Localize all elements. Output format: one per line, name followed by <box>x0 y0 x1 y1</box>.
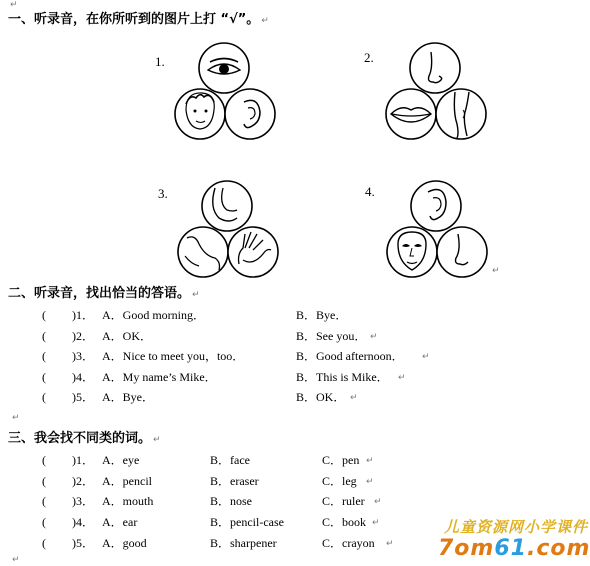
option-b: B．OK． <box>296 390 346 404</box>
option-c: C．leg <box>322 474 357 488</box>
face-icon <box>387 227 437 277</box>
picture-number-3: 3. <box>158 186 168 201</box>
option-b: B．Bye． <box>296 308 348 322</box>
option-a: A．My name’s Mike． <box>102 370 217 384</box>
option-b: B．See you． <box>296 329 367 343</box>
section-2-heading <box>8 286 200 302</box>
question-number: )2． <box>72 474 94 488</box>
watermark-logo-part-2: 61 <box>494 536 527 561</box>
paragraph-mark: ↵ <box>370 332 378 342</box>
section-2-title: 二、听录音，找出恰当的答语。 <box>8 286 191 301</box>
option-a: A．good <box>102 536 147 550</box>
section-3-heading <box>8 431 161 447</box>
option-c: C．book <box>322 515 367 529</box>
eye-icon <box>199 43 249 93</box>
ear-icon <box>225 89 275 139</box>
option-b: B．pencil-case <box>210 515 284 529</box>
option-b: B．eraser <box>210 474 259 488</box>
question-number: )3． <box>72 494 94 508</box>
option-a: A．ear <box>102 515 138 529</box>
paragraph-mark: ↵ <box>366 456 374 466</box>
option-a: A．Bye． <box>102 390 154 404</box>
ear-icon <box>411 181 461 231</box>
question-row <box>0 453 554 468</box>
question-number: )5． <box>72 390 94 404</box>
section-1-title: 一、听录音，在你所听到的图片上打 “√”。 <box>8 12 260 27</box>
paragraph-mark: ↵ <box>398 373 406 383</box>
paragraph-mark: ↵ <box>12 555 20 565</box>
question-number: )3． <box>72 349 94 363</box>
paragraph-mark: ↵ <box>153 435 161 445</box>
watermark-logo-part-3: .com <box>526 536 590 561</box>
option-b: B．sharpener <box>210 536 277 550</box>
site-watermark <box>438 516 590 566</box>
leg-icon <box>436 89 486 139</box>
paragraph-mark: ↵ <box>372 518 380 528</box>
picture-group-2[interactable] <box>383 40 488 143</box>
hand-icon <box>228 227 278 277</box>
option-b: B．Good afternoon． <box>296 349 404 363</box>
picture-group-1[interactable] <box>172 40 277 143</box>
picture-number-4: 4. <box>365 184 375 199</box>
section-3-title: 三、我会找不同类的词。 <box>8 431 152 446</box>
option-c: C．pen <box>322 453 360 467</box>
option-a: A．eye <box>102 453 140 467</box>
answer-paren[interactable]: ( <box>42 515 46 529</box>
question-row <box>0 474 554 489</box>
paragraph-mark: ↵ <box>261 16 269 26</box>
answer-paren[interactable]: ( <box>42 453 46 467</box>
paragraph-mark: ↵ <box>192 290 200 300</box>
mouth-icon <box>386 89 436 139</box>
section-1-heading <box>8 12 269 28</box>
watermark-logo-part-1: 7om <box>438 536 495 561</box>
answer-paren[interactable]: ( <box>42 494 46 508</box>
answer-paren[interactable]: ( <box>42 308 46 322</box>
question-number: )4． <box>72 515 94 529</box>
question-row <box>0 390 554 405</box>
option-b: B．nose <box>210 494 253 508</box>
option-c: C．ruler <box>322 494 365 508</box>
boy-face-icon <box>175 89 225 139</box>
question-number: )1． <box>72 453 94 467</box>
option-a: A．Good morning． <box>102 308 205 322</box>
question-row <box>0 370 554 385</box>
paragraph-mark: ↵ <box>12 413 20 423</box>
question-row <box>0 308 554 323</box>
question-row <box>0 329 554 344</box>
option-a: A．OK． <box>102 329 152 343</box>
option-c: C．crayon <box>322 536 375 550</box>
paragraph-mark: ↵ <box>492 266 500 276</box>
answer-paren[interactable]: ( <box>42 536 46 550</box>
answer-paren[interactable]: ( <box>42 390 46 404</box>
option-a: A．mouth <box>102 494 154 508</box>
arm-icon <box>202 181 252 231</box>
option-b: B．This is Mike． <box>296 370 389 384</box>
picture-group-3[interactable] <box>175 178 280 281</box>
paragraph-mark: ↵ <box>422 352 430 362</box>
answer-paren[interactable]: ( <box>42 474 46 488</box>
question-number: )5． <box>72 536 94 550</box>
paragraph-mark: ↵ <box>374 497 382 507</box>
option-a: A．pencil <box>102 474 152 488</box>
paragraph-mark: ↵ <box>386 539 394 549</box>
body-icon <box>178 227 228 277</box>
answer-paren[interactable]: ( <box>42 329 46 343</box>
answer-paren[interactable]: ( <box>42 370 46 384</box>
question-number: )1． <box>72 308 94 322</box>
answer-paren[interactable]: ( <box>42 349 46 363</box>
question-row <box>0 349 554 364</box>
nose-icon <box>437 227 487 277</box>
option-b: B．face <box>210 453 250 467</box>
nose-icon <box>410 43 460 93</box>
question-number: )4． <box>72 370 94 384</box>
paragraph-mark: ↵ <box>10 0 18 10</box>
option-a: A．Nice to meet you，too． <box>102 349 245 363</box>
picture-number-2: 2. <box>364 50 374 65</box>
picture-group-4[interactable] <box>384 178 489 281</box>
picture-number-1: 1. <box>155 54 165 69</box>
question-row <box>0 494 554 509</box>
paragraph-mark: ↵ <box>350 393 358 403</box>
watermark-top-text: 儿童资源网小学课件 <box>444 518 589 536</box>
watermark-logo <box>438 536 590 561</box>
paragraph-mark: ↵ <box>366 477 374 487</box>
question-number: )2． <box>72 329 94 343</box>
